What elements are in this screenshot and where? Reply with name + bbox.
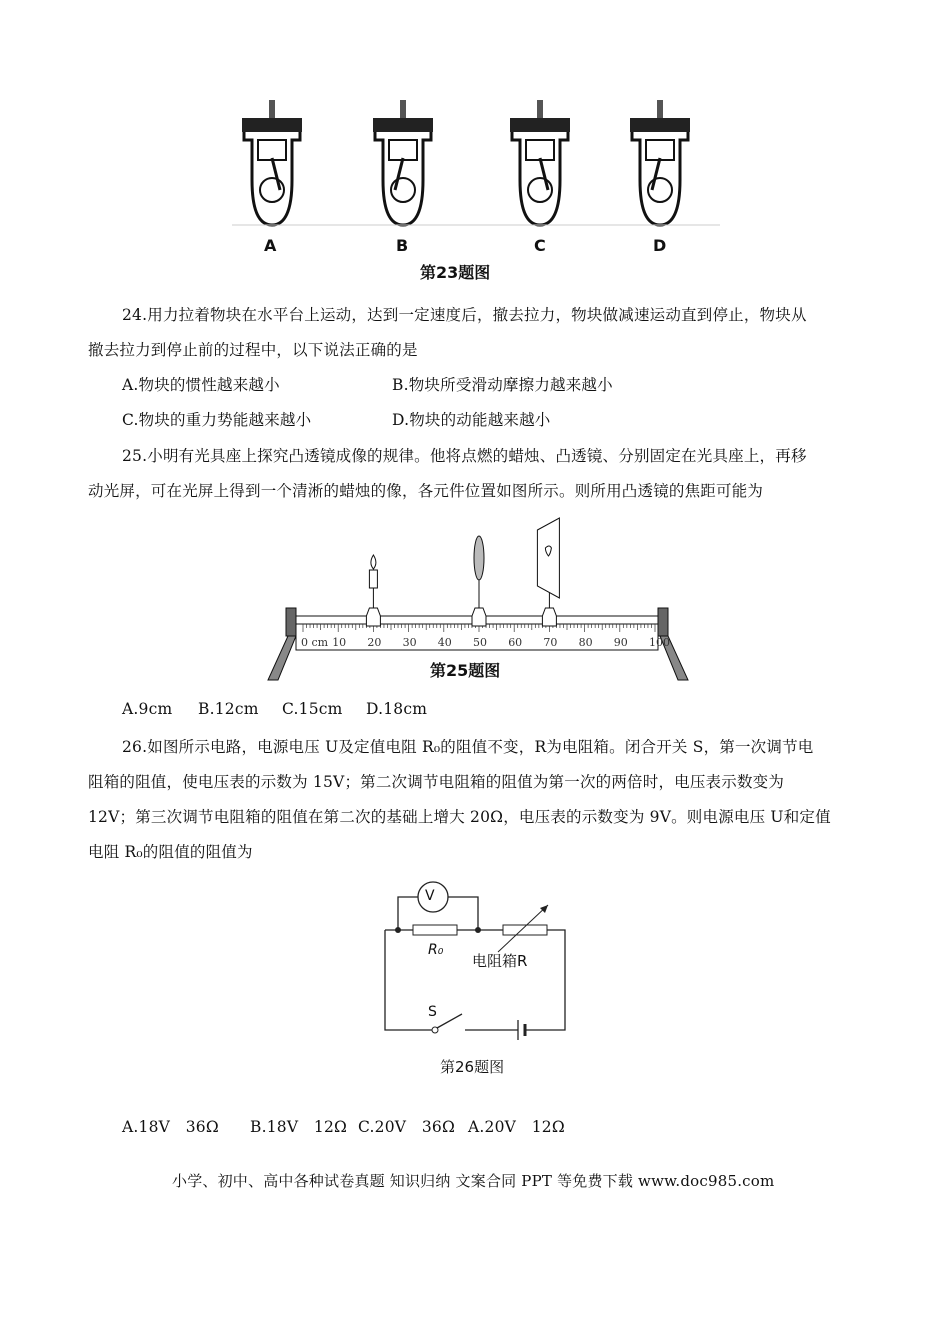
q26-line4: 电阻 R₀的阻值的阻值为 [88,843,253,861]
ruler-label: 40 [437,636,452,649]
q25-option-b: B.12cm [198,700,259,718]
fig26-caption: 第26题图 [440,1058,505,1076]
voltmeter-label: V [425,888,435,904]
footer: 小学、初中、高中各种试卷真题 知识归纳 文案合同 PPT 等免费下载 www.doc985.com [172,1172,775,1190]
q26-line1: 26.如图所示电路，电源电压 U及定值电阻 R₀的阻值不变，R为电阻箱。闭合开关 S，第一次调节电 [122,738,814,756]
engine-diagram [630,100,690,225]
q24-option-d: D.物块的动能越来越小 [392,411,551,429]
q25-option-a: A.9cm [122,700,173,718]
junction [475,927,481,933]
ruler-label: 70 [543,636,558,649]
bench-holder [472,608,486,626]
bench-left-leg [268,636,296,680]
q24-line1: 24.用力拉着物块在水平台上运动，达到一定速度后，撤去拉力，物块做减速运动直到停止，物块从 [122,306,807,324]
circuit-wire [385,930,565,1030]
q24-line2: 撤去拉力到停止前的过程中，以下说法正确的是 [88,341,418,359]
q24-option-a: A.物块的惯性越来越小 [122,376,280,394]
ruler-label: 60 [508,636,523,649]
ruler-label: 0 cm [301,636,329,649]
q25-line1: 25.小明有光具座上探究凸透镜成像的规律。他将点燃的蜡烛、凸透镜、分别固定在光具座上，再移 [122,447,807,465]
q26-option-a: A.18V 36Ω [122,1118,219,1136]
ruler-label: 30 [402,636,417,649]
engine-label-c: C [534,236,546,255]
q25-option-d: D.18cm [366,700,428,718]
bench-holder [366,608,380,626]
q26-option-d: A.20V 12Ω [468,1118,565,1136]
resistor-r0 [413,925,457,935]
engine-diagram [242,100,302,225]
junction [395,927,401,933]
q24-option-c: C.物块的重力势能越来越小 [122,411,312,429]
candle [369,570,377,588]
light-screen [537,518,559,598]
engine-label-d: D [653,236,667,255]
bench-right-support [658,608,668,636]
ruler-label: 90 [613,636,628,649]
switch-label: S [428,1004,437,1020]
bench-left-support [286,608,296,636]
engine-diagram [373,100,433,225]
ruler-label: 80 [578,636,593,649]
resistance-box-label: 电阻箱R [472,952,528,970]
ruler-label: 10 [332,636,347,649]
q26-option-b: B.18V 12Ω [250,1118,348,1136]
switch-blade [437,1014,462,1028]
fig25-caption: 第25题图 [430,661,501,680]
candle-flame [371,555,376,569]
engine-label-a: A [264,236,277,255]
r0-label: R₀ [428,942,444,958]
q26-line2: 阻箱的阻值，使电压表的示数为 15V；第二次调节电阻箱的阻值为第一次的两倍时，电压表示数变为 [88,773,785,791]
q26-line3: 12V；第三次调节电阻箱的阻值在第二次的基础上增大 20Ω，电压表的示数变为 9V。则电源电压 U和定值 [88,808,831,826]
q24-option-b: B.物块所受滑动摩擦力越来越小 [392,376,613,394]
engine-label-b: B [396,236,409,255]
ruler-label: 100 [649,636,670,649]
bench-holder [542,608,556,626]
q26-option-c: C.20V 36Ω [358,1118,456,1136]
engine-diagram [510,100,570,225]
ruler-label: 20 [367,636,382,649]
fig23-caption: 第23题图 [420,263,491,282]
q25-line2: 动光屏，可在光屏上得到一个清淅的蜡烛的像，各元件位置如图所示。则所用凸透镜的焦距可能为 [88,482,764,500]
q25-option-c: C.15cm [282,700,343,718]
ruler-label: 50 [473,636,487,649]
convex-lens [474,536,484,580]
